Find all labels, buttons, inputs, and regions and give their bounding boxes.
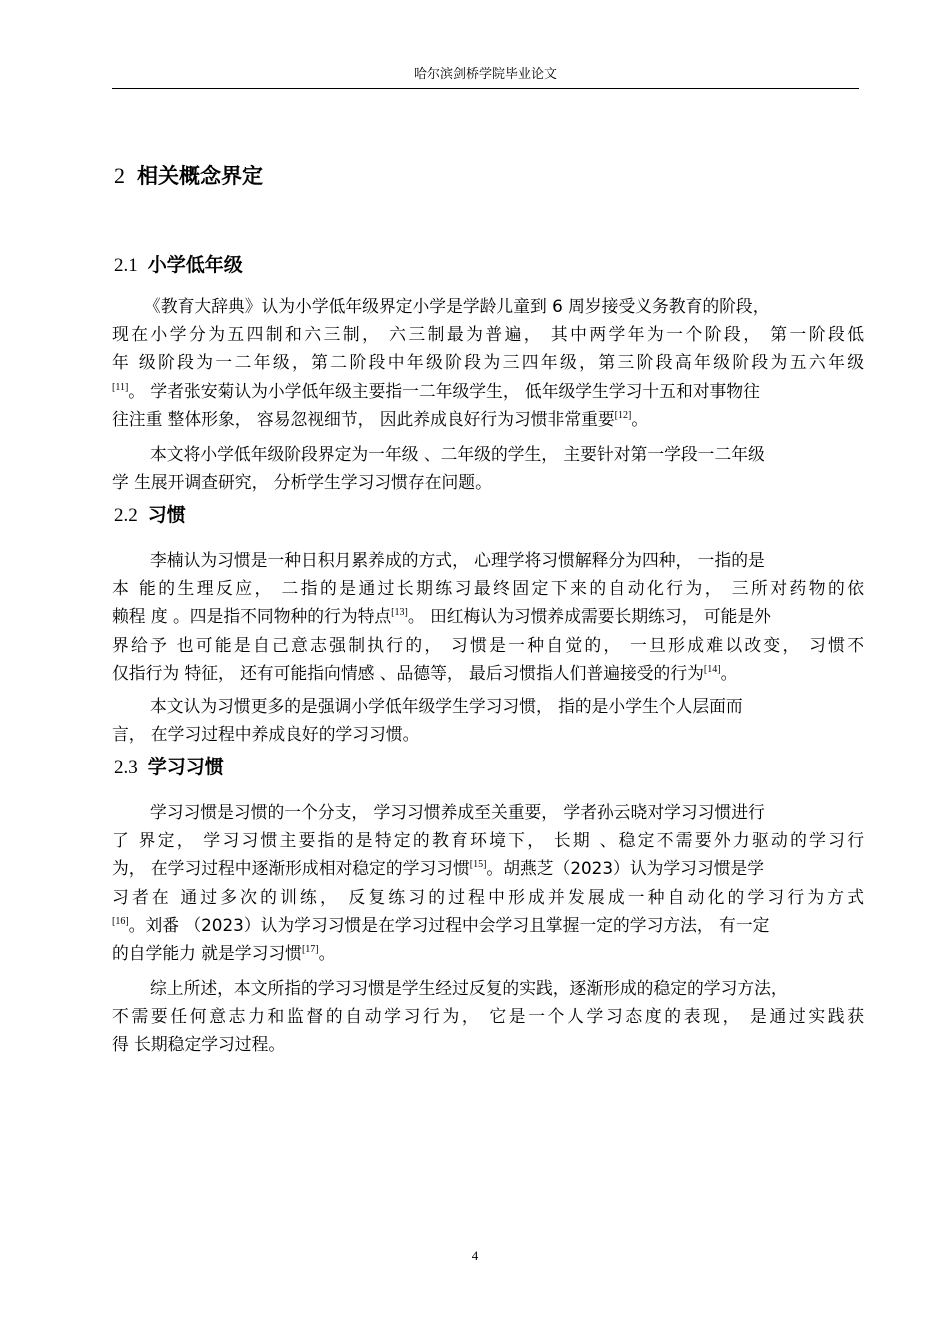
citation-ref: [14]: [703, 663, 721, 675]
section-number: 2.1: [114, 255, 138, 276]
text-line: 言， 在学习过程中养成良好的学习习惯。: [112, 724, 420, 745]
text-line: 本 能的生理反应， 二指的是通过长期练习最终固定下来的自动化行为， 三所对药物的依: [112, 578, 864, 599]
text-line: 。 田红梅认为习惯养成需要长期练习， 可能是外: [407, 606, 771, 627]
section-number: 2.2: [114, 505, 138, 526]
text-line: 。刘番 （2023）认为学习习惯是在学习过程中会学习且掌握一定的学习方法， 有一定: [128, 914, 770, 935]
paragraph: [112, 692, 864, 748]
text-line: 得 长期稳定学习过程。: [112, 1034, 286, 1055]
section-heading-2-3: [114, 752, 224, 783]
paragraph: [112, 798, 864, 967]
text-line: 现在小学分为五四制和六三制， 六三制最为普遍， 其中两学年为一个阶段， 第一阶段低: [112, 324, 864, 345]
section-title: 学习习惯: [147, 756, 224, 778]
section-title: 习惯: [147, 504, 186, 526]
text-line: 《教育大辞典》认为小学低年级界定小学是学龄儿童到 6 周岁接受义务教育的阶段，: [144, 296, 770, 316]
page-footer: [0, 1248, 950, 1264]
page-number: 4: [471, 1248, 479, 1263]
citation-ref: [11]: [112, 381, 129, 393]
text-line: 年 级阶段为一二年级，第二阶段中年级阶段为三四年级，第三阶段高年级阶段为五六年级: [112, 352, 864, 373]
text-line: 学 生展开调查研究， 分析学生学习习惯存在问题。: [112, 472, 492, 493]
text-line: 。 学者张安菊认为小学低年级主要指一二年级学生， 低年级学生学习十五和对事物往: [128, 380, 760, 401]
paragraph: [112, 440, 864, 496]
text-line: 综上所述，本文所指的学习习惯是学生经过反复的实践，逐渐形成的稳定的学习方法，: [150, 978, 788, 998]
chapter-title: 相关概念界定: [137, 164, 263, 188]
section-heading-2-1: [114, 250, 243, 281]
text-line: 李楠认为习惯是一种日积月累养成的方式， 心理学将习惯解释分为四种， 一指的是: [150, 550, 765, 570]
text-line: 。胡燕芝（2023）认为学习习惯是学: [486, 858, 765, 879]
chapter-number: 2: [114, 163, 125, 188]
text-line: 赖程 度 。四是指不同物种的行为特点: [112, 606, 392, 627]
citation-ref: [13]: [391, 607, 408, 619]
citation-ref: [17]: [301, 944, 319, 956]
section-title: 小学低年级: [147, 254, 243, 276]
text-line: 仅指行为 特征， 还有可能指向情感 、品德等， 最后习惯指人们普遍接受的行为: [112, 662, 704, 683]
citation-ref: [12]: [614, 409, 632, 421]
text-line: 的自学能力 就是学习习惯: [112, 943, 302, 964]
text-line: 。: [631, 408, 649, 429]
paragraph: [112, 546, 864, 687]
text-line: 习者在 通过多次的训练， 反复练习的过程中形成并发展成一种自动化的学习行为方式: [112, 886, 864, 907]
citation-ref: [15]: [469, 859, 487, 871]
text-line: 往注重 整体形象， 容易忽视细节， 因此养成良好行为习惯非常重要: [112, 408, 615, 429]
text-line: 本文将小学低年级阶段界定为一年级 、二年级的学生， 主要针对第一学段一二年级: [150, 444, 765, 464]
header-title: 哈尔滨剑桥学院毕业论文: [413, 67, 557, 82]
section-number: 2.3: [114, 757, 138, 778]
chapter-heading: [114, 160, 263, 192]
section-heading-2-2: [114, 500, 186, 531]
text-line: 。: [318, 943, 336, 964]
page-header: [112, 64, 859, 89]
paragraph: [112, 292, 864, 433]
paragraph: [112, 974, 864, 1059]
text-line: 了 界定， 学习习惯主要指的是特定的教育环境下， 长期 、稳定不需要外力驱动的学习行: [112, 830, 864, 851]
text-line: 为， 在学习过程中逐渐形成相对稳定的学习习惯: [112, 858, 470, 879]
citation-ref: [16]: [112, 915, 129, 927]
text-line: 本文认为习惯更多的是强调小学低年级学生学习习惯， 指的是小学生个人层面而: [150, 696, 743, 716]
text-line: 界给予 也可能是自己意志强制执行的， 习惯是一种自觉的， 一旦形成难以改变， 习惯不: [112, 634, 864, 655]
text-line: 学习习惯是习惯的一个分支， 学习习惯养成至关重要， 学者孙云晓对学习习惯进行: [150, 802, 765, 822]
text-line: 。: [720, 662, 738, 683]
text-line: 不需要任何意志力和监督的自动学习行为， 它是一个人学习态度的表现， 是通过实践获: [112, 1006, 864, 1027]
